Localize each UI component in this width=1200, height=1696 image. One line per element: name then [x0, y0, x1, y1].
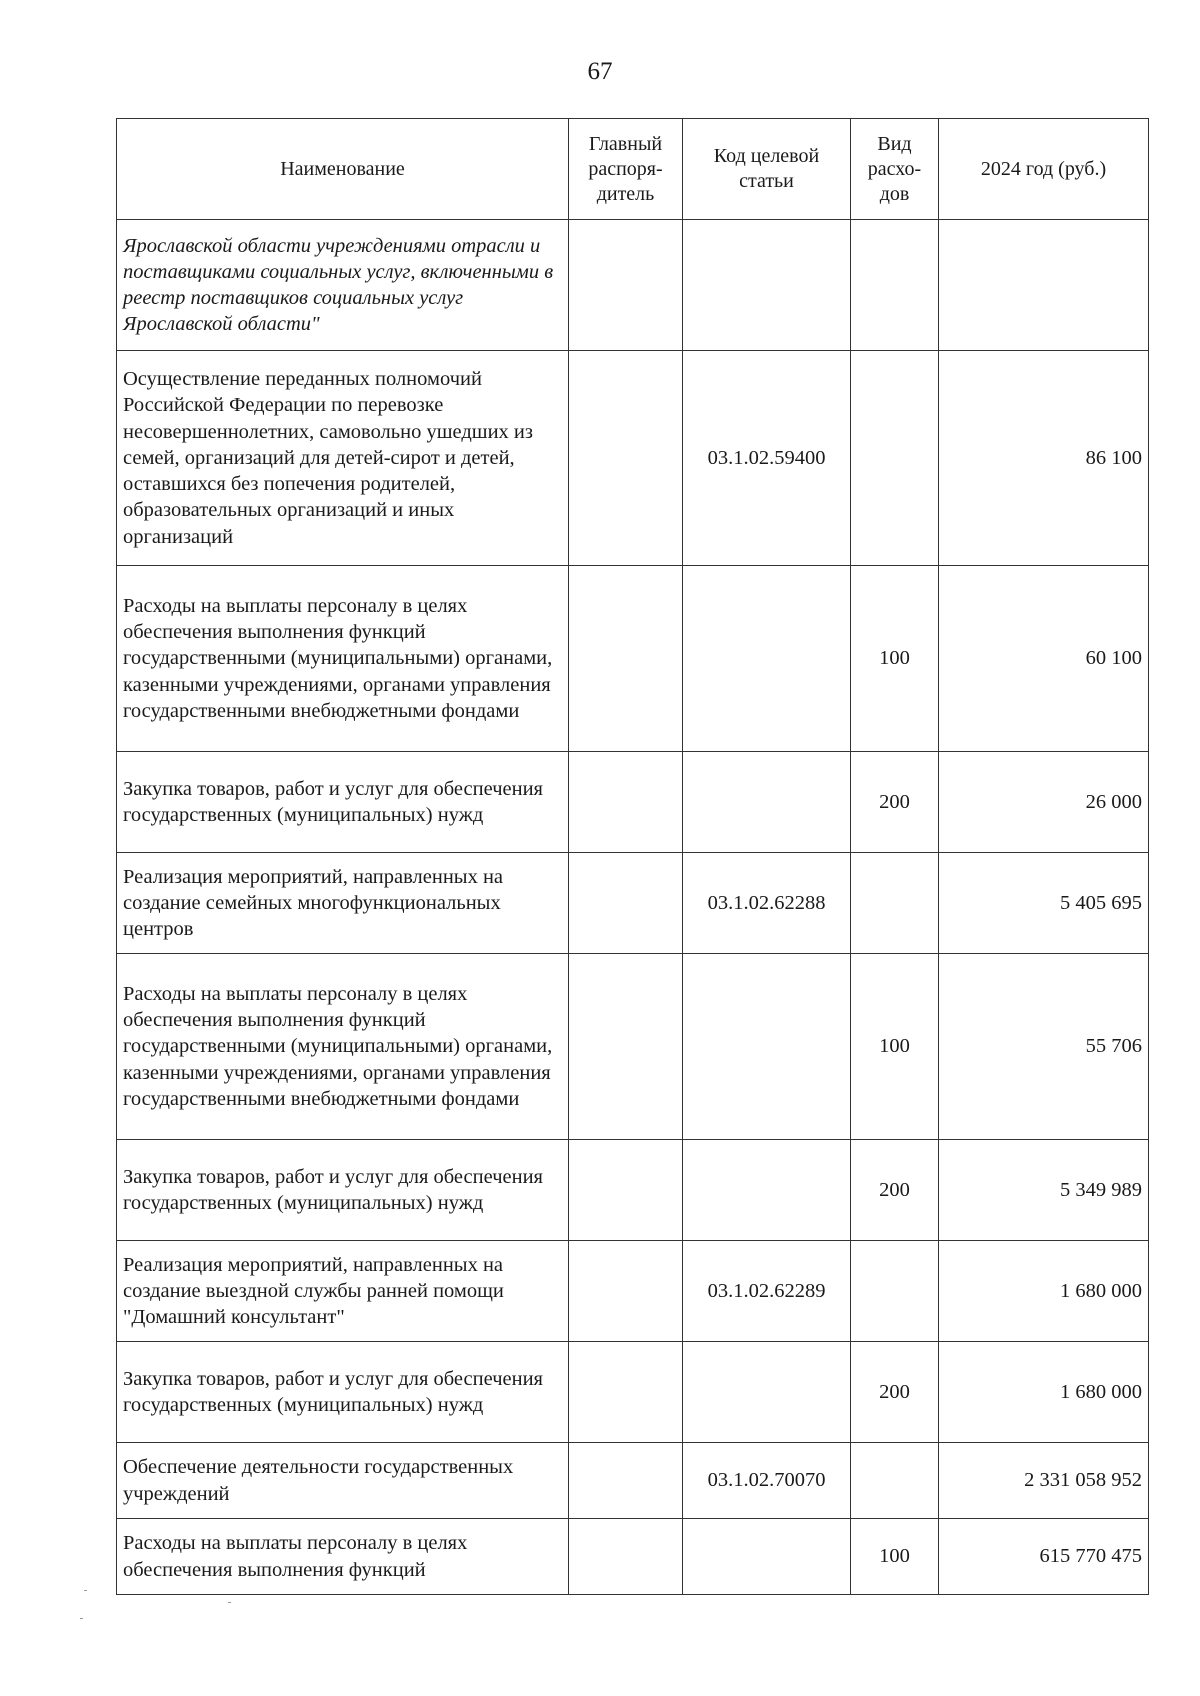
- table-row: [117, 1342, 1149, 1443]
- row-target-code: [683, 1140, 851, 1241]
- row-expense-type: [851, 351, 939, 566]
- row-chief-manager: [569, 1241, 683, 1342]
- table-row: [117, 1241, 1149, 1342]
- table-row: [117, 566, 1149, 752]
- page-number: 67: [587, 58, 613, 85]
- row-target-code: [683, 954, 851, 1140]
- row-target-code: 03.1.02.62288: [683, 853, 851, 954]
- row-expense-type: [851, 1241, 939, 1342]
- row-expense-type: 100: [851, 954, 939, 1140]
- table-row: [117, 853, 1149, 954]
- row-expense-type: [851, 220, 939, 351]
- row-target-code: [683, 566, 851, 752]
- table-row: [117, 1443, 1149, 1519]
- row-expense-type: 200: [851, 1140, 939, 1241]
- row-name: Обеспечение деятельности государственных учреждений: [117, 1443, 569, 1519]
- row-name: Реализация мероприятий, направленных на создание выездной службы ранней помощи "Домашний консультант": [117, 1241, 569, 1342]
- header-name: Наименование: [117, 119, 569, 220]
- row-amount: [939, 220, 1149, 351]
- row-amount: 1 680 000: [939, 1342, 1149, 1443]
- row-expense-type: 100: [851, 1519, 939, 1595]
- table-row: [117, 752, 1149, 853]
- row-name: Закупка товаров, работ и услуг для обеспечения государственных (муниципальных) нужд: [117, 1140, 569, 1241]
- scan-speck: [80, 1618, 83, 1619]
- table-header-row: [117, 119, 1149, 220]
- row-name: Расходы на выплаты персоналу в целях обеспечения выполнения функций государственными (муниципальными) органами, казенными учреждениями, органами управления государственными внебюджетными фондами: [117, 566, 569, 752]
- row-target-code: 03.1.02.62289: [683, 1241, 851, 1342]
- row-chief-manager: [569, 1140, 683, 1241]
- header-year-2024: 2024 год (руб.): [939, 119, 1149, 220]
- row-name: Расходы на выплаты персоналу в целях обеспечения выполнения функций государственными (муниципальными) органами, казенными учреждениями, органами управления государственными внебюджетными фондами: [117, 954, 569, 1140]
- row-chief-manager: [569, 1519, 683, 1595]
- row-chief-manager: [569, 351, 683, 566]
- row-target-code: [683, 1519, 851, 1595]
- row-amount: 26 000: [939, 752, 1149, 853]
- row-expense-type: 100: [851, 566, 939, 752]
- row-amount: 1 680 000: [939, 1241, 1149, 1342]
- row-chief-manager: [569, 1342, 683, 1443]
- row-expense-type: [851, 853, 939, 954]
- row-name: Ярославской области учреждениями отрасли и поставщиками социальных услуг, включенными в реестр поставщиков социальных услуг Ярославской области": [117, 220, 569, 351]
- row-chief-manager: [569, 752, 683, 853]
- row-amount: 5 349 989: [939, 1140, 1149, 1241]
- row-amount: 5 405 695: [939, 853, 1149, 954]
- row-target-code: [683, 752, 851, 853]
- row-chief-manager: [569, 220, 683, 351]
- table-row: [117, 1519, 1149, 1595]
- row-expense-type: [851, 1443, 939, 1519]
- table-row: [117, 351, 1149, 566]
- row-chief-manager: [569, 853, 683, 954]
- row-expense-type: 200: [851, 1342, 939, 1443]
- scan-speck: [228, 1602, 231, 1603]
- header-expense-type: Вид расхо-дов: [851, 119, 939, 220]
- row-name: Закупка товаров, работ и услуг для обеспечения государственных (муниципальных) нужд: [117, 1342, 569, 1443]
- row-chief-manager: [569, 954, 683, 1140]
- row-amount: 55 706: [939, 954, 1149, 1140]
- row-amount: 2 331 058 952: [939, 1443, 1149, 1519]
- row-target-code: [683, 1342, 851, 1443]
- row-target-code: 03.1.02.70070: [683, 1443, 851, 1519]
- header-chief-manager: Главный распоря-дитель: [569, 119, 683, 220]
- budget-table: [116, 118, 1149, 1595]
- row-expense-type: 200: [851, 752, 939, 853]
- table-row: [117, 1140, 1149, 1241]
- row-target-code: 03.1.02.59400: [683, 351, 851, 566]
- row-chief-manager: [569, 566, 683, 752]
- row-amount: 60 100: [939, 566, 1149, 752]
- row-amount: 86 100: [939, 351, 1149, 566]
- row-amount: 615 770 475: [939, 1519, 1149, 1595]
- scan-speck: [84, 1590, 87, 1591]
- table-row: [117, 220, 1149, 351]
- row-name: Реализация мероприятий, направленных на создание семейных многофункциональных центров: [117, 853, 569, 954]
- row-target-code: [683, 220, 851, 351]
- header-target-code: Код целевой статьи: [683, 119, 851, 220]
- table-row: [117, 954, 1149, 1140]
- row-chief-manager: [569, 1443, 683, 1519]
- row-name: Закупка товаров, работ и услуг для обеспечения государственных (муниципальных) нужд: [117, 752, 569, 853]
- row-name: Расходы на выплаты персоналу в целях обеспечения выполнения функций: [117, 1519, 569, 1595]
- row-name: Осуществление переданных полномочий Российской Федерации по перевозке несовершеннолетних, самовольно ушедших из семей, организаций для детей-сирот и детей, оставшихся без попечения родителей, образовательных организаций и иных организаций: [117, 351, 569, 566]
